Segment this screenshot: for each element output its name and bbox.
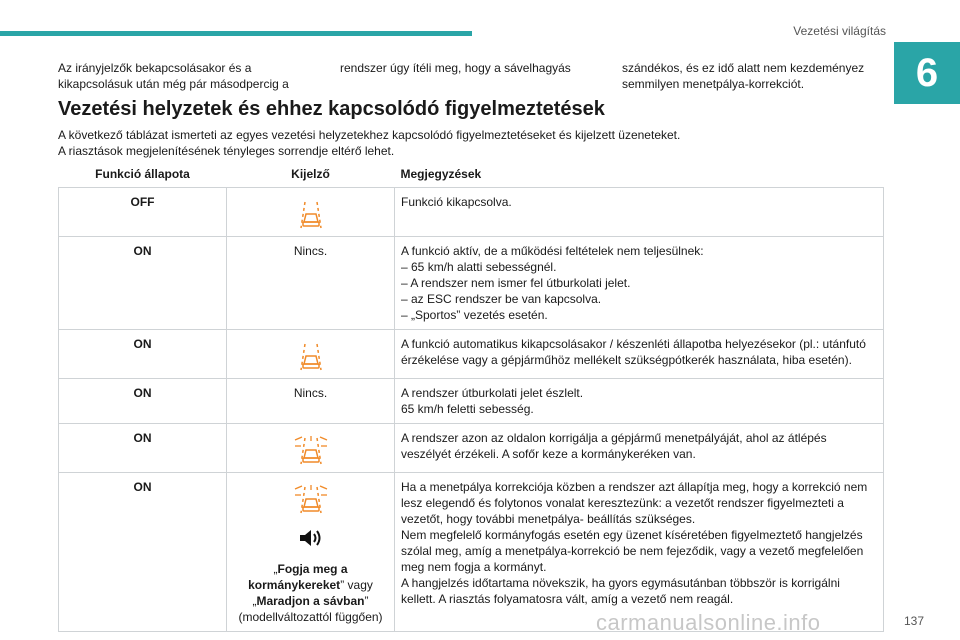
display-text: Nincs. — [293, 244, 328, 258]
lane-keep-active-icon — [233, 485, 388, 515]
remark-line: A rendszer útburkolati jelet észlelt. — [401, 386, 584, 400]
header-display: Kijelző — [227, 163, 395, 188]
remarks-cell — [395, 473, 884, 632]
display-text: Nincs. — [293, 386, 328, 400]
page-number: 137 — [903, 614, 924, 628]
warnings-table — [58, 163, 884, 632]
display-cell — [227, 473, 395, 632]
caption-message-1: Fogja meg a kormánykereket — [248, 562, 348, 592]
remark-line: A funkció aktív, de a működési feltételek nem teljesülnek: — [401, 244, 704, 258]
table-row — [59, 424, 884, 473]
display-cell — [227, 424, 395, 473]
remark-line: A hangjelzés időtartama növekszik, ha gyors egymásutánban többször is korrigálni kellett. A riasztás folyamatosra vált, amíg a vezető nem reagál. — [401, 576, 840, 606]
table-row — [59, 379, 884, 424]
display-message-caption — [233, 561, 388, 625]
lead-line-1: A következő táblázat ismerteti az egyes vezetési helyzetekhez kapcsolódó figyelmeztetéseket és kijelzett üzeneteket. — [58, 128, 681, 142]
watermark: carmanualsonline.info — [596, 610, 821, 635]
state-cell: OFF — [59, 188, 227, 237]
header-state: Funkció állapota — [59, 163, 227, 188]
lane-keep-standby-icon — [233, 342, 388, 372]
header-remarks: Megjegyzések — [395, 163, 884, 188]
intro-col-2: rendszer úgy ítéli meg, hogy a sávelhagyás — [340, 61, 571, 75]
lane-keep-active-icon — [233, 436, 388, 466]
chapter-badge: 6 — [894, 42, 960, 104]
remark-line: Ha a menetpálya korrekciója közben a rendszer azt állapítja meg, hogy a korrekció nem lesz elegendő és folytonos vonalat keresztezünk: a vezetőt rendszer figyelmezteti a vezetőt, hogy további menetpálya- beállítás szükséges. — [401, 480, 868, 526]
display-cell — [227, 188, 395, 237]
remarks-cell — [395, 330, 884, 379]
state-cell: ON — [59, 237, 227, 330]
intro-col-1: Az irányjelzők bekapcsolásakor és a kikapcsolásuk után még pár másodpercig a — [58, 61, 289, 91]
section-title: Vezetési világítás — [793, 24, 886, 38]
table-header-row — [59, 163, 884, 188]
remarks-cell — [395, 379, 884, 424]
remark-line: A rendszer azon az oldalon korrigálja a gépjármű menetpályáját, ahol az átlépés veszélyét érzékeli. A sofőr keze a kormánykeréken van. — [401, 431, 827, 461]
remark-line: 65 km/h feletti sebesség. — [401, 402, 534, 416]
table-body — [59, 188, 884, 632]
table-row — [59, 237, 884, 330]
lead-text — [58, 127, 878, 159]
table-row — [59, 330, 884, 379]
caption-quote-open: „ — [273, 562, 278, 576]
state-cell: ON — [59, 330, 227, 379]
caption-note: (modellváltozattól függően) — [238, 610, 383, 624]
table-row — [59, 188, 884, 237]
remark-line: – 65 km/h alatti sebességnél. — [401, 260, 557, 274]
state-cell: ON — [59, 379, 227, 424]
display-cell — [227, 237, 395, 330]
state-cell: ON — [59, 424, 227, 473]
caption-quote-close: ” — [364, 594, 369, 608]
remarks-cell — [395, 188, 884, 237]
remarks-cell — [395, 237, 884, 330]
state-cell: ON — [59, 473, 227, 632]
remark-line: Funkció kikapcsolva. — [401, 195, 512, 209]
remarks-cell — [395, 424, 884, 473]
page-heading: Vezetési helyzetek és ehhez kapcsolódó figyelmeztetések — [58, 98, 605, 120]
top-accent-bar — [0, 31, 472, 36]
caption-joiner: ” vagy „ — [252, 578, 373, 608]
lane-keep-off-icon — [233, 200, 388, 230]
remark-line: Nem megfelelő kormányfogás esetén egy üzenet kíséretében figyelmeztető hangjelzés szólal meg, amíg a menetpálya-korrekció be nem fejeződik, vagy a vezető megfelelően meg nem fogja a kormányt. — [401, 528, 864, 574]
display-cell — [227, 379, 395, 424]
display-cell — [227, 330, 395, 379]
speaker-icon — [233, 527, 388, 549]
lead-line-2: A riasztások megjelenítésének tényleges sorrendje eltérő lehet. — [58, 144, 395, 158]
remark-line: – A rendszer nem ismer fel útburkolati jelet. — [401, 276, 631, 290]
remark-line: A funkció automatikus kikapcsolásakor / készenléti állapotba helyezésekor (pl.: utánfutó érzékelése vagy a gépjárműhöz mellékelt szükségpótkerék használata, hiba esetén). — [401, 337, 866, 367]
caption-message-2: Maradjon a sávban — [256, 594, 365, 608]
table-row — [59, 473, 884, 632]
intro-col-3: szándékos, és ez idő alatt nem kezdeményez semmilyen menetpálya-korrekciót. — [622, 61, 865, 91]
remark-line: – az ESC rendszer be van kapcsolva. — [401, 292, 602, 306]
remark-line: – „Sportos” vezetés esetén. — [401, 308, 548, 322]
